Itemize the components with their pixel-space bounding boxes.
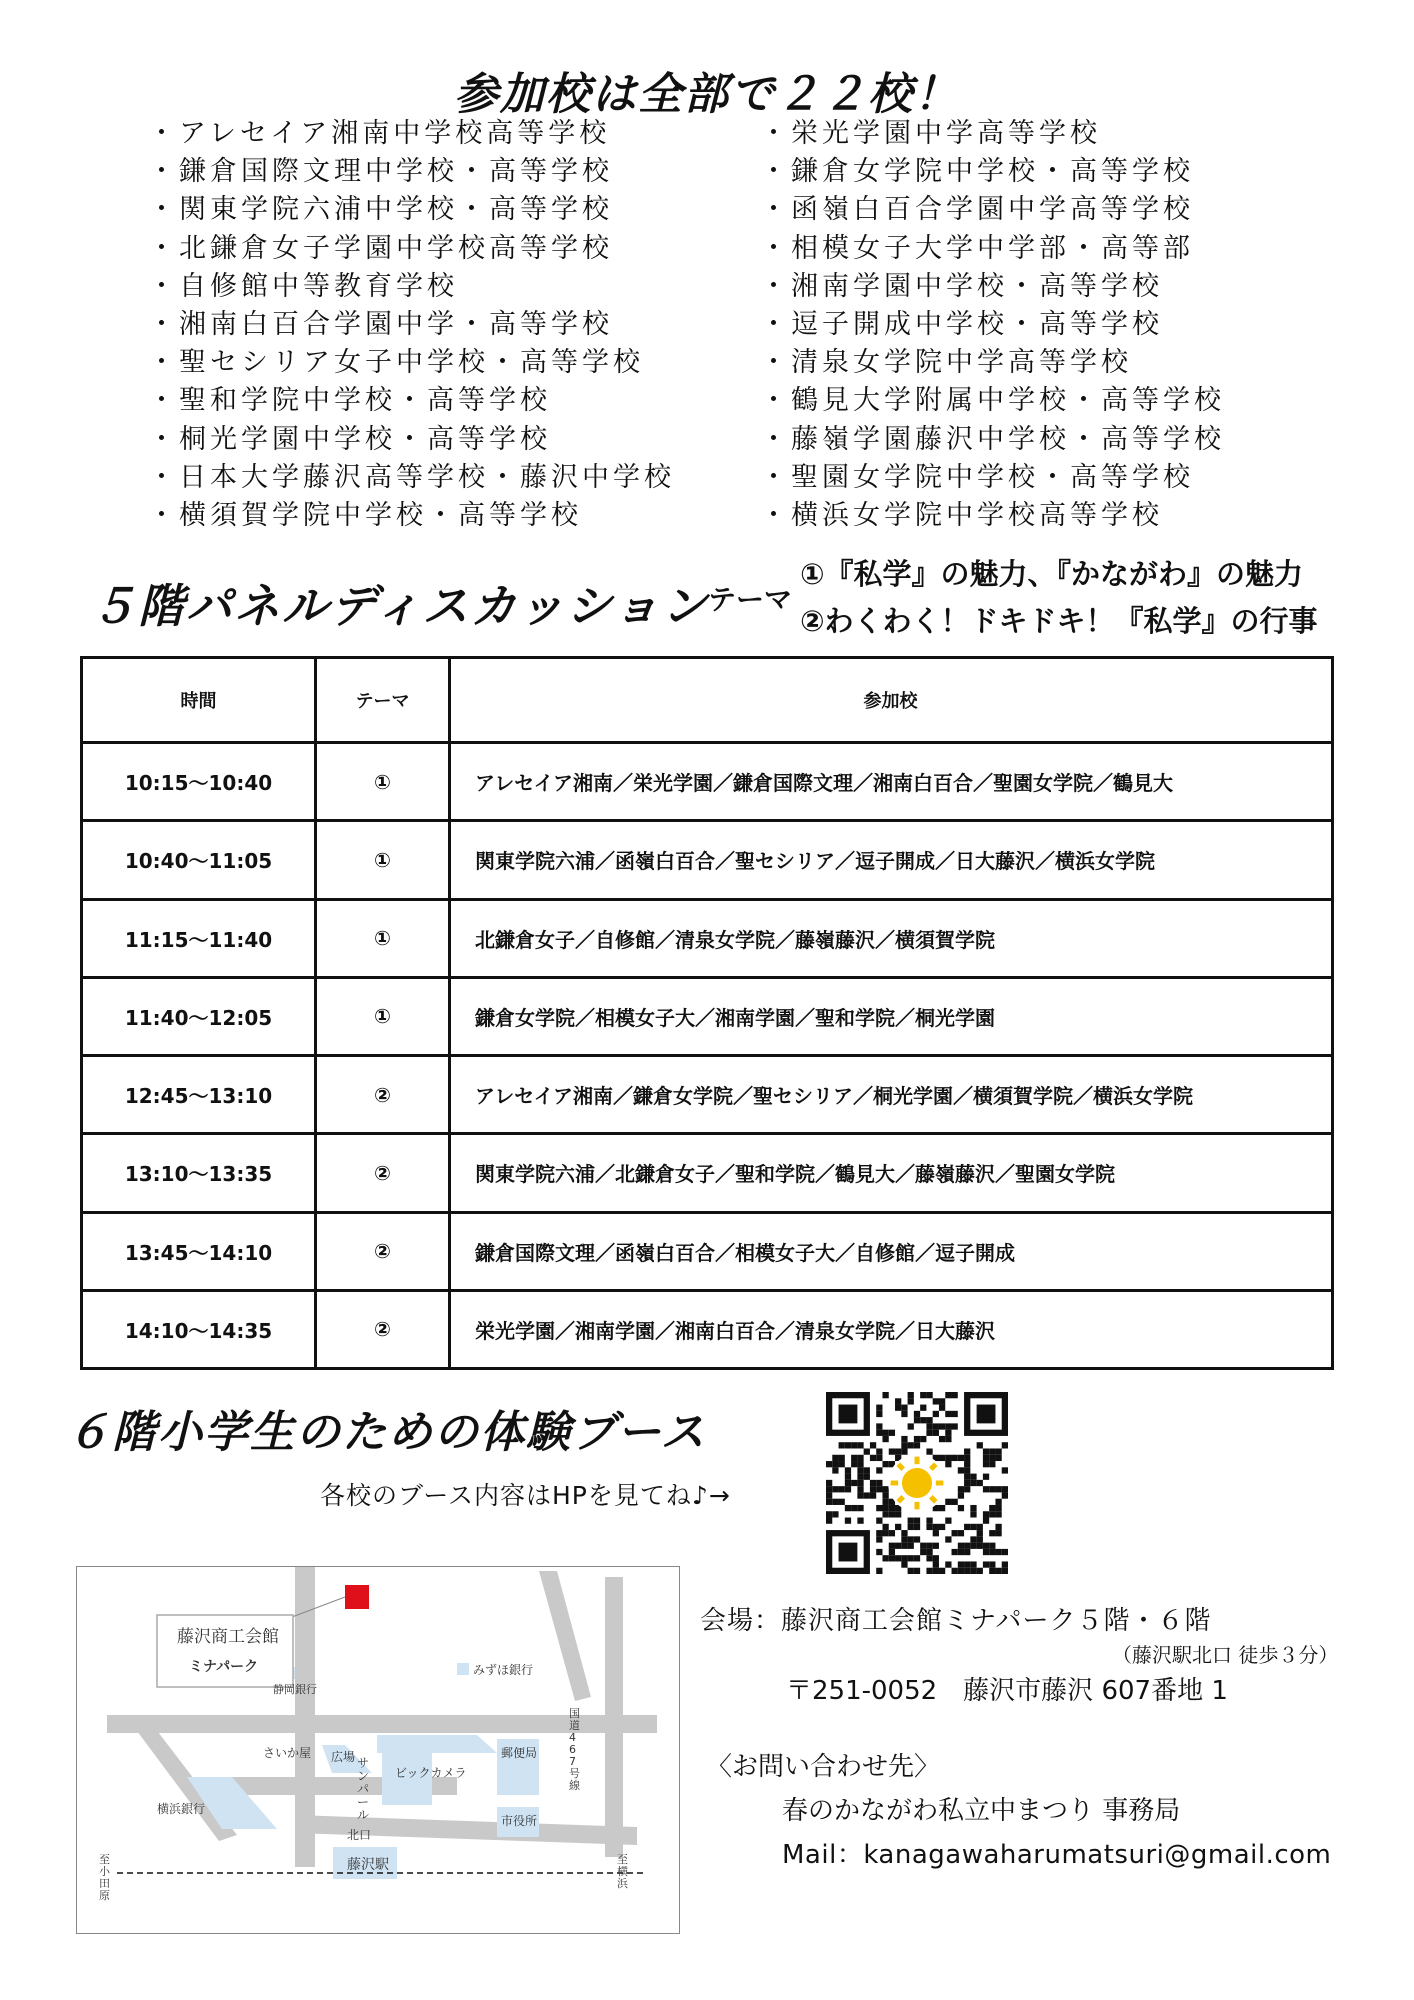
schedule-table — [80, 656, 1334, 1370]
map-label: サンパール — [357, 1756, 370, 1822]
map-label: 横浜銀行 — [157, 1802, 206, 1816]
map-venue-label: 藤沢商工会館 — [177, 1627, 279, 1647]
cell-theme: ② — [316, 1134, 450, 1212]
list-item: ・鎌倉女学院中学校・高等学校 — [760, 156, 1194, 188]
cell-theme: ① — [316, 899, 450, 977]
cell-schools: 関東学院六浦／北鎌倉女子／聖和学院／鶴見大／藤嶺藤沢／聖園女学院 — [450, 1134, 1333, 1212]
school-list-right — [760, 115, 1225, 535]
cell-theme: ② — [316, 1290, 450, 1368]
header-schools: 参加校 — [450, 658, 1333, 743]
cell-schools: 北鎌倉女子／自修館／清泉女学院／藤嶺藤沢／横須賀学院 — [450, 899, 1333, 977]
cell-time: 11:15～11:40 — [82, 899, 316, 977]
cell-time: 12:45～13:10 — [82, 1056, 316, 1134]
list-item: ・鶴見大学附属中学校・高等学校 — [760, 385, 1225, 417]
map-venue-label: ミナパーク — [189, 1659, 259, 1675]
address-text: 〒251-0052 藤沢市藤沢 607番地 1 — [786, 1676, 1228, 1706]
office-text: 春のかながわ私立中まつり 事務局 — [782, 1796, 1181, 1826]
page-title: 参加校は全部で２２校！ — [454, 69, 960, 120]
cell-time: 13:10～13:35 — [82, 1134, 316, 1212]
map-label: 国道 4 6 7 号線 — [569, 1707, 580, 1792]
list-item: ・日本大学藤沢高等学校・藤沢中学校 — [148, 461, 675, 493]
list-item: ・栄光学園中学高等学校 — [760, 118, 1101, 149]
map-label: 北口 — [347, 1828, 372, 1842]
list-item: ・横須賀学院中学校・高等学校 — [148, 500, 582, 532]
school-list-left — [148, 115, 675, 535]
map-label: 藤沢駅 — [347, 1857, 389, 1873]
table-row — [82, 1212, 1333, 1290]
table-header-row — [82, 658, 1333, 743]
list-item: ・清泉女学院中学高等学校 — [760, 347, 1132, 379]
cell-schools: 鎌倉国際文理／函嶺白百合／相模女子大／自修館／逗子開成 — [450, 1212, 1333, 1290]
sun-icon — [888, 1454, 946, 1512]
map-label: 市役所 — [501, 1814, 538, 1828]
theme-2: ②わくわく！ドキドキ！『私学』の行事 — [800, 604, 1318, 638]
list-item: ・アレセイア湘南中学校高等学校 — [148, 118, 611, 149]
cell-schools: アレセイア湘南／鎌倉女学院／聖セシリア／桐光学園／横須賀学院／横浜女学院 — [450, 1056, 1333, 1134]
map-label: ビックカメラ — [395, 1766, 467, 1780]
access-text: （藤沢駅北口 徒歩３分） — [1112, 1643, 1339, 1667]
mail-link[interactable]: Mail：kanagawaharumatsuri@gmail.com — [782, 1840, 1332, 1870]
list-item: ・湘南白百合学園中学・高等学校 — [148, 309, 613, 341]
table-row — [82, 977, 1333, 1055]
map-label: みずほ銀行 — [473, 1663, 534, 1677]
venue-marker — [345, 1585, 369, 1609]
list-item: ・桐光学園中学校・高等学校 — [148, 423, 551, 455]
map-label: 至小田原 — [99, 1853, 110, 1902]
cell-theme: ② — [316, 1212, 450, 1290]
list-item: ・鎌倉国際文理中学校・高等学校 — [148, 156, 613, 188]
cell-theme: ② — [316, 1056, 450, 1134]
header-theme: テーマ — [316, 658, 450, 743]
theme-1: ①『私学』の魅力、『かながわ』の魅力 — [800, 557, 1304, 591]
list-item: ・北鎌倉女子学園中学校高等学校 — [148, 232, 613, 264]
cell-time: 10:15～10:40 — [82, 743, 316, 821]
booth-note: 各校のブース内容はHPを見てね♪→ — [320, 1481, 731, 1510]
qr-code-icon[interactable] — [826, 1392, 1008, 1574]
list-item: ・函嶺白百合学園中学高等学校 — [760, 194, 1194, 226]
table-row — [82, 899, 1333, 977]
list-item: ・藤嶺学園藤沢中学校・高等学校 — [760, 423, 1225, 455]
table-row — [82, 1290, 1333, 1368]
panel-title: ５階パネルディスカッション — [90, 579, 709, 633]
list-item: ・関東学院六浦中学校・高等学校 — [148, 194, 613, 226]
contact-label: 〈お問い合わせ先〉 — [706, 1752, 941, 1782]
cell-time: 10:40～11:05 — [82, 821, 316, 899]
cell-time: 11:40～12:05 — [82, 977, 316, 1055]
map-label: 至横浜 — [617, 1853, 628, 1890]
theme-label: テーマ — [708, 583, 793, 616]
cell-schools: 栄光学園／湘南学園／湘南白百合／清泉女学院／日大藤沢 — [450, 1290, 1333, 1368]
cell-schools: アレセイア湘南／栄光学園／鎌倉国際文理／湘南白百合／聖園女学院／鶴見大 — [450, 743, 1333, 821]
bank-marker — [457, 1663, 469, 1675]
booth-title: ６階小学生のための体験ブース — [66, 1407, 707, 1458]
map-label: 広場 — [331, 1750, 356, 1764]
list-item: ・相模女子大学中学部・高等部 — [760, 232, 1194, 264]
table-row — [82, 821, 1333, 899]
list-item: ・逗子開成中学校・高等学校 — [760, 309, 1163, 341]
venue-text: 会場：藤沢商工会館ミナパーク５階・６階 — [700, 1606, 1212, 1636]
list-item: ・横浜女学院中学校高等学校 — [760, 500, 1163, 532]
cell-time: 13:45～14:10 — [82, 1212, 316, 1290]
header-time: 時間 — [82, 658, 316, 743]
map-label: さいか屋 — [263, 1746, 312, 1760]
table-row — [82, 1134, 1333, 1212]
cell-theme: ① — [316, 743, 450, 821]
cell-schools: 関東学院六浦／函嶺白百合／聖セシリア／逗子開成／日大藤沢／横浜女学院 — [450, 821, 1333, 899]
cell-time: 14:10～14:35 — [82, 1290, 316, 1368]
list-item: ・聖和学院中学校・高等学校 — [148, 385, 551, 417]
list-item: ・聖セシリア女子中学校・高等学校 — [148, 347, 644, 379]
access-map — [76, 1566, 680, 1934]
list-item: ・自修館中等教育学校 — [148, 270, 458, 302]
list-item: ・湘南学園中学校・高等学校 — [760, 270, 1163, 302]
cell-schools: 鎌倉女学院／相模女子大／湘南学園／聖和学院／桐光学園 — [450, 977, 1333, 1055]
list-item: ・聖園女学院中学校・高等学校 — [760, 461, 1194, 493]
table-row — [82, 1056, 1333, 1134]
cell-theme: ① — [316, 977, 450, 1055]
map-label: 静岡銀行 — [273, 1683, 317, 1696]
map-label: 郵便局 — [501, 1746, 538, 1760]
table-row — [82, 743, 1333, 821]
cell-theme: ① — [316, 821, 450, 899]
